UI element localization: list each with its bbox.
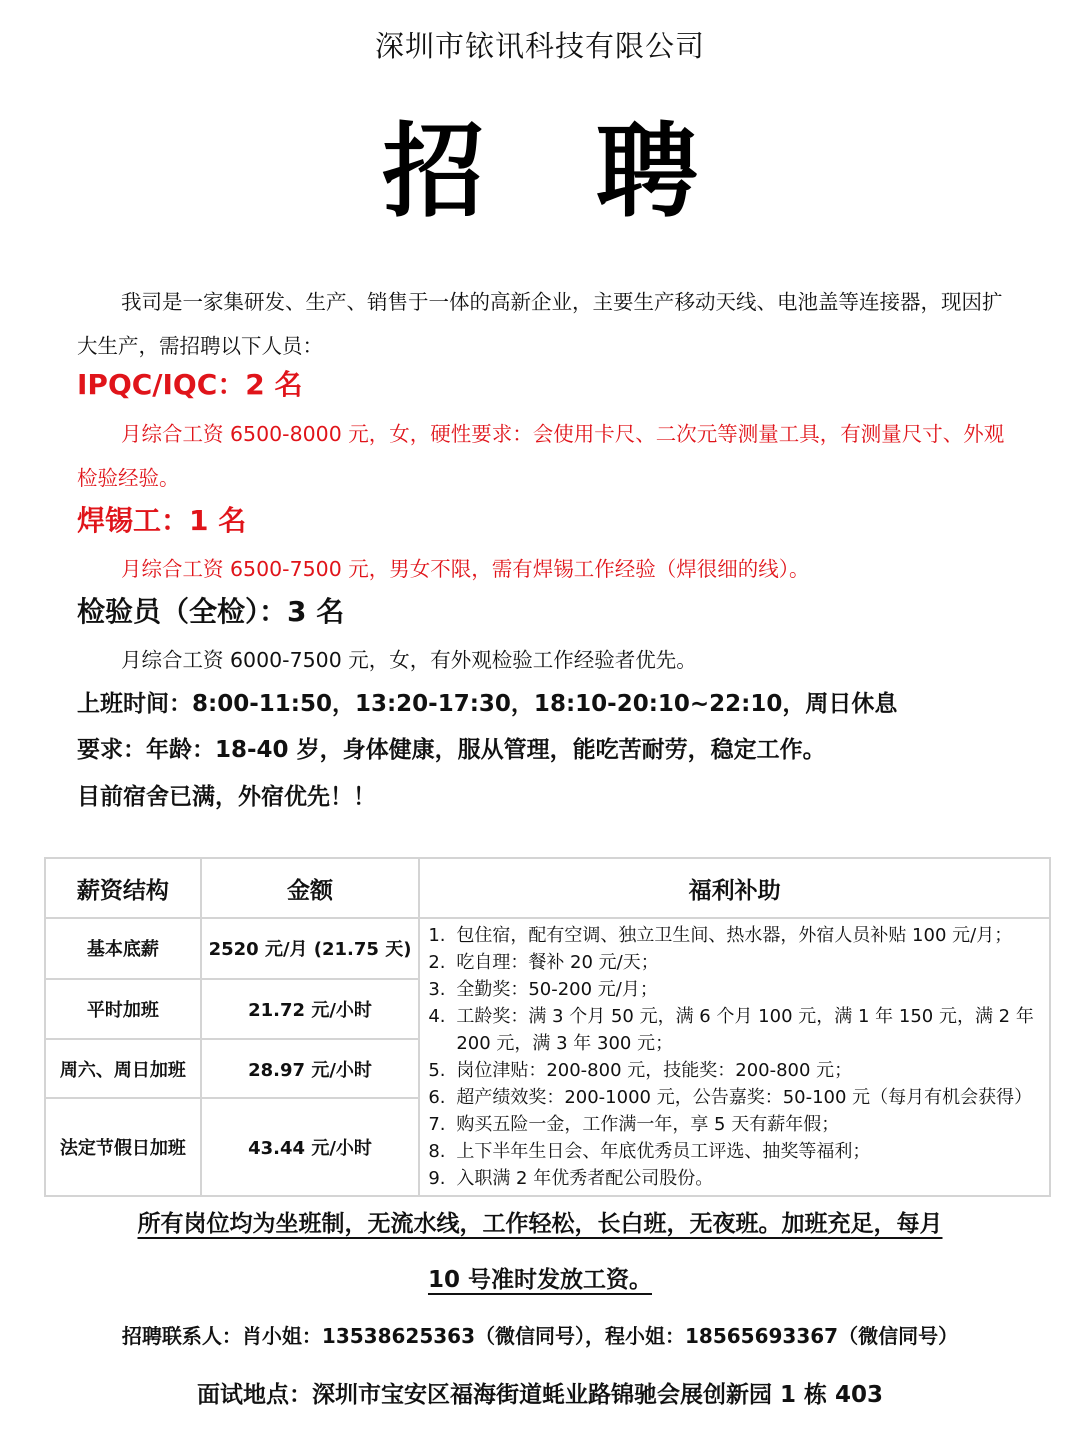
job-desc-inspector: 月综合工资 6000-7500 元，女，有外观检验工作经验者优先。 bbox=[121, 648, 697, 672]
list-item: 1. 包住宿，配有空调、独立卫生间、热水器，外宿人员补贴 100 元/月； bbox=[428, 925, 1013, 946]
salary-item-label: 基本底薪 bbox=[45, 918, 201, 979]
salary-table bbox=[44, 857, 1051, 1197]
list-item: 4. 工龄奖：满 3 个月 50 元，满 6 个月 100 元，满 1 年 150 元，满 2 年 200 元，满 3 年 300 元； bbox=[428, 1006, 1034, 1054]
job-title-inspector: 检验员（全检）：3 名 bbox=[77, 595, 345, 628]
list-item: 2. 吃自理：餐补 20 元/天； bbox=[428, 952, 659, 973]
salary-item-amount: 2520 元/月 (21.75 天) bbox=[201, 918, 420, 979]
salary-item-label: 法定节假日加班 bbox=[45, 1098, 201, 1196]
job-title-ipqc: IPQC/IQC：2 名 bbox=[77, 368, 303, 401]
salary-item-label: 平时加班 bbox=[45, 979, 201, 1040]
intro-paragraph: 我司是一家集研发、生产、销售于一体的高新企业，主要生产移动天线、电池盖等连接器，现因扩大生产，需招聘以下人员： bbox=[77, 290, 1003, 358]
interview-address: 面试地点：深圳市宝安区福海街道蚝业路锦驰会展创新园 1 栋 403 bbox=[196, 1382, 884, 1408]
list-item: 7. 购买五险一金，工作满一年，享 5 天有薪年假； bbox=[428, 1114, 840, 1135]
dorm-notice: 目前宿舍已满，外宿优先！！ bbox=[77, 784, 376, 810]
list-item: 9. 入职满 2 年优秀者配公司股份。 bbox=[428, 1168, 714, 1189]
job-desc-soldering: 月综合工资 6500-7500 元，男女不限，需有焊锡工作经验（焊很细的线）。 bbox=[121, 557, 810, 581]
table-header: 金额 bbox=[201, 858, 420, 918]
page-title: 招 聘 bbox=[382, 113, 736, 232]
list-item: 5. 岗位津贴：200-800 元，技能奖：200-800 元； bbox=[428, 1060, 853, 1081]
table-header: 福利补助 bbox=[419, 858, 1050, 918]
requirements: 要求：年龄：18-40 岁，身体健康，服从管理，能吃苦耐劳，稳定工作。 bbox=[77, 737, 826, 763]
list-item: 3. 全勤奖：50-200 元/月； bbox=[428, 979, 658, 1000]
salary-item-amount: 43.44 元/小时 bbox=[201, 1098, 420, 1196]
salary-item-amount: 28.97 元/小时 bbox=[201, 1039, 420, 1098]
table-header-row bbox=[45, 858, 1050, 918]
contact-info: 招聘联系人：肖小姐：13538625363（微信同号），程小姐：18565693367（微信同号） bbox=[121, 1324, 959, 1348]
list-item: 6. 超产绩效奖：200-1000 元，公告嘉奖：50-100 元（每月有机会获得） bbox=[428, 1087, 1033, 1108]
job-desc-ipqc: 月综合工资 6500-8000 元，女，硬性要求：会使用卡尺、二次元等测量工具，有测量尺寸、外观检验经验。 bbox=[77, 422, 1005, 490]
work-hours: 上班时间：8:00-11:50，13:20-17:30，18:10-20:10~22:10，周日休息 bbox=[77, 691, 898, 717]
company-name: 深圳市铱讯科技有限公司 bbox=[374, 29, 705, 63]
job-title-soldering: 焊锡工：1 名 bbox=[77, 504, 247, 537]
list-item: 8. 上下半年生日会、年底优秀员工评选、抽奖等福利； bbox=[428, 1141, 871, 1162]
notice-line: 所有岗位均为坐班制，无流水线，工作轻松，长白班，无夜班。加班充足，每月 bbox=[137, 1211, 943, 1237]
notice-line: 10 号准时发放工资。 bbox=[427, 1267, 652, 1293]
table-row bbox=[45, 918, 1050, 979]
table-header: 薪资结构 bbox=[45, 858, 201, 918]
salary-item-amount: 21.72 元/小时 bbox=[201, 979, 420, 1040]
benefits-list bbox=[419, 918, 1050, 1196]
salary-item-label: 周六、周日加班 bbox=[45, 1039, 201, 1098]
